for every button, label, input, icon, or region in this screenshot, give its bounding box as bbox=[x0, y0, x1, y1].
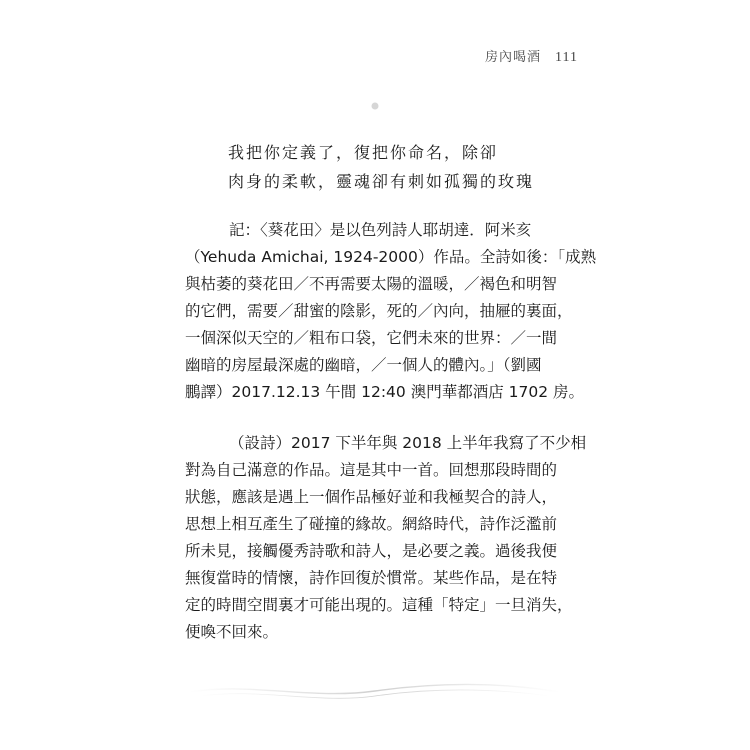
text-line: 定的時間空間裏才可能出現的。這種「特定」一旦消失， bbox=[185, 596, 573, 614]
poem-excerpt bbox=[228, 138, 558, 196]
text-line: 幽暗的房屋最深處的幽暗，／一個人的體內。」（劉國 bbox=[185, 356, 542, 374]
text-line: 鵬譯）2017.12.13 午間 12:40 澳門華都酒店 1702 房。 bbox=[185, 383, 584, 401]
bottom-wave-ornament bbox=[190, 676, 560, 706]
text-line: 所未見，接觸優秀詩歌和詩人，是必要之義。過後我便 bbox=[185, 542, 558, 560]
running-header bbox=[485, 46, 578, 66]
text-line: 無復當時的情懷，詩作回復於慣常。某些作品，是在特 bbox=[185, 569, 558, 587]
author-commentary bbox=[185, 430, 587, 646]
text-line: （Yehuda Amichai, 1924-2000）作品。全詩如後：「成熟 bbox=[185, 248, 597, 266]
text-line: （設詩）2017 下半年與 2018 上半年我寫了不少相 bbox=[229, 434, 587, 452]
poem-note bbox=[185, 217, 597, 406]
poem-line: 肉身的柔軟，靈魂卻有刺如孤獨的玫瑰 bbox=[228, 172, 535, 191]
text-line: 與枯萎的葵花田／不再需要太陽的溫暖，／褐色和明智 bbox=[185, 275, 558, 293]
text-line: 一個深似天空的／粗布口袋，它們未來的世界：／一間 bbox=[185, 329, 558, 347]
page-number: 111 bbox=[555, 50, 578, 65]
text-line: 對為自己滿意的作品。這是其中一首。回想那段時間的 bbox=[185, 461, 558, 479]
text-line: 狀態，應該是遇上一個作品極好並和我極契合的詩人， bbox=[185, 488, 558, 506]
text-line: 便喚不回來。 bbox=[185, 623, 279, 641]
top-divider-ornament bbox=[186, 96, 564, 116]
chapter-title: 房內喝酒 bbox=[485, 50, 542, 65]
text-line: 思想上相互產生了碰撞的緣故。網絡時代，詩作泛濫前 bbox=[185, 515, 558, 533]
text-line: 記：〈葵花田〉是以色列詩人耶胡達．阿米亥 bbox=[229, 221, 532, 239]
text-line: 的它們，需要／甜蜜的陰影，死的／內向，抽屜的裏面， bbox=[185, 302, 573, 320]
poem-line: 我把你定義了，復把你命名，除卻 bbox=[228, 143, 499, 162]
